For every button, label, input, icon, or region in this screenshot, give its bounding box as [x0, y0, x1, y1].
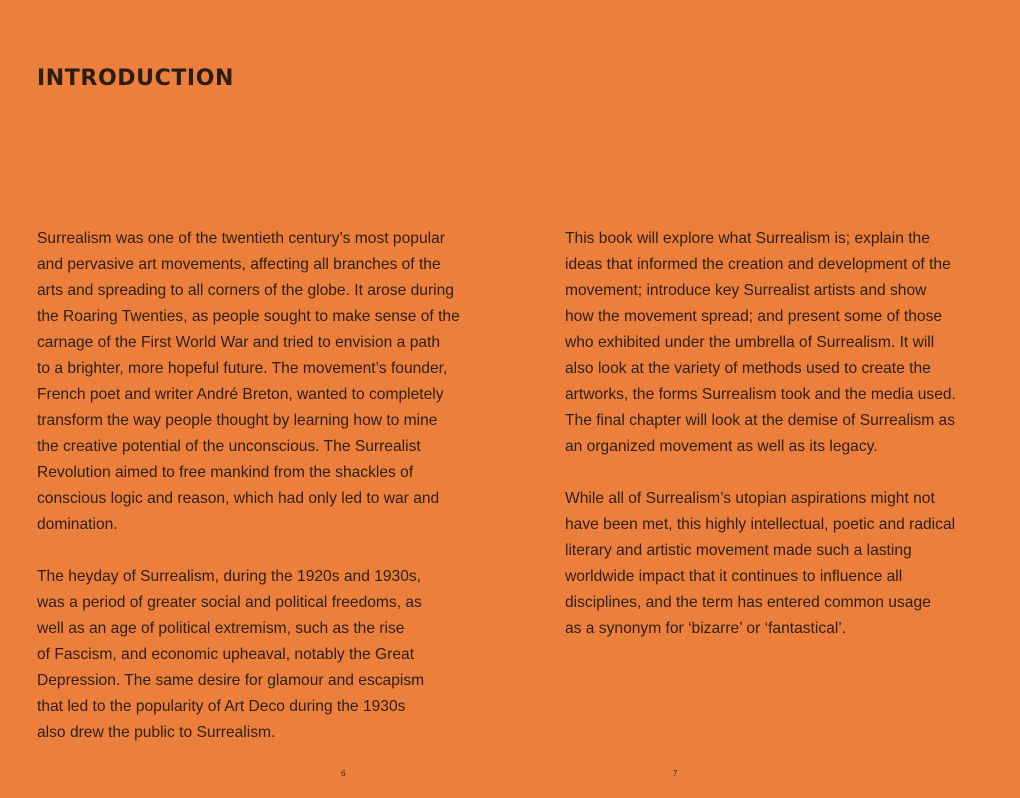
- text-line: transform the way people thought by learning how to mine: [37, 412, 438, 429]
- text-line: literary and artistic movement made such a lasting: [565, 542, 912, 559]
- text-line: disciplines, and the term has entered common usage: [565, 594, 931, 611]
- page-number-left: 6: [341, 769, 346, 778]
- text-line: that led to the popularity of Art Deco during the 1930s: [37, 698, 406, 715]
- text-line: carnage of the First World War and tried to envision a path: [37, 334, 441, 351]
- text-line: conscious logic and reason, which had only led to war and: [37, 490, 440, 507]
- left-text-column: [37, 226, 477, 746]
- body-paragraph: [37, 226, 477, 538]
- text-line: ideas that informed the creation and development of the: [565, 256, 951, 273]
- right-text-column: [565, 226, 985, 642]
- body-paragraph: [565, 486, 985, 642]
- chapter-heading: INTRODUCTION: [37, 66, 235, 91]
- text-line: domination.: [37, 516, 118, 533]
- text-line: worldwide impact that it continues to influence all: [565, 568, 903, 585]
- text-line: artworks, the forms Surrealism took and the media used.: [565, 386, 956, 403]
- right-page: [510, 0, 1020, 798]
- text-line: The final chapter will look at the demise of Surrealism as: [565, 412, 956, 429]
- text-line: The heyday of Surrealism, during the 1920s and 1930s,: [37, 568, 422, 585]
- text-line: of Fascism, and economic upheaval, notably the Great: [37, 646, 415, 663]
- text-line: also drew the public to Surrealism.: [37, 724, 276, 741]
- text-line: and pervasive art movements, affecting all branches of the: [37, 256, 441, 273]
- body-paragraph: [37, 564, 477, 746]
- text-line: have been met, this highly intellectual, poetic and radical: [565, 516, 956, 533]
- text-line: an organized movement as well as its legacy.: [565, 438, 878, 455]
- text-line: This book will explore what Surrealism is; explain the: [565, 230, 930, 247]
- text-line: was a period of greater social and political freedoms, as: [37, 594, 422, 611]
- page-number-right: 7: [673, 769, 678, 778]
- text-line: arts and spreading to all corners of the globe. It arose during: [37, 282, 454, 299]
- text-line: While all of Surrealism’s utopian aspirations might not: [565, 490, 935, 507]
- text-line: Revolution aimed to free mankind from the shackles of: [37, 464, 414, 481]
- text-line: also look at the variety of methods used to create the: [565, 360, 931, 377]
- text-line: movement; introduce key Surrealist artists and show: [565, 282, 927, 299]
- text-line: French poet and writer André Breton, wanted to completely: [37, 386, 444, 403]
- text-line: the creative potential of the unconscious. The Surrealist: [37, 438, 421, 455]
- text-line: as a synonym for ‘bizarre’ or ‘fantastical’.: [565, 620, 847, 637]
- text-line: well as an age of political extremism, such as the rise: [37, 620, 405, 637]
- text-line: to a brighter, more hopeful future. The movement’s founder,: [37, 360, 448, 377]
- text-line: the Roaring Twenties, as people sought to make sense of the: [37, 308, 460, 325]
- text-line: Depression. The same desire for glamour and escapism: [37, 672, 425, 689]
- text-line: Surrealism was one of the twentieth century’s most popular: [37, 230, 445, 247]
- text-line: how the movement spread; and present some of those: [565, 308, 943, 325]
- body-paragraph: [565, 226, 985, 460]
- text-line: who exhibited under the umbrella of Surrealism. It will: [565, 334, 935, 351]
